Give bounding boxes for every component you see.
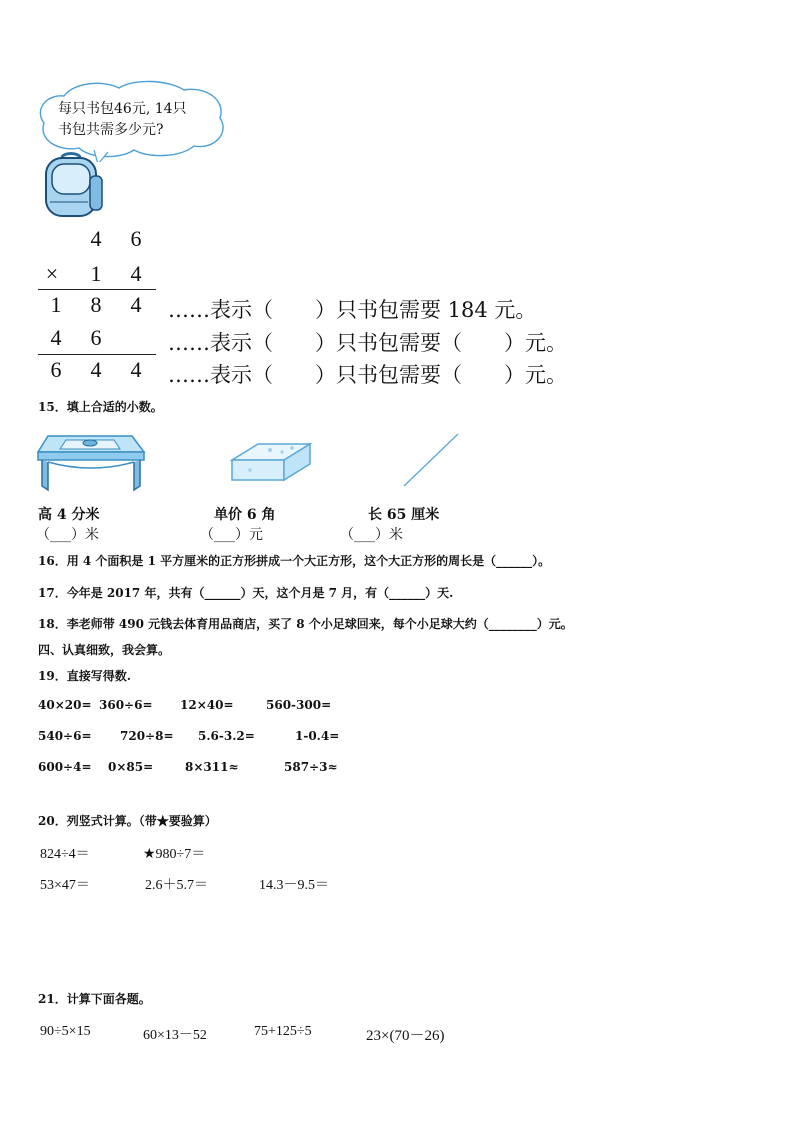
backpack-icon (40, 150, 106, 224)
q15-item-3-label: 长 65 厘米 (368, 507, 440, 523)
section-4-heading: 四、认真细致，我会算。 (38, 643, 171, 657)
q15-item-1-label: 高 4 分米 (38, 507, 100, 523)
row1-digit-hundreds: 1 (50, 292, 62, 317)
q21-item-1: 90÷5×15 (40, 1024, 91, 1039)
row2-digit-tens: 6 (90, 325, 102, 350)
q19-r1-c1: 40×20= (38, 698, 92, 712)
row1-digit-tens: 8 (90, 292, 102, 317)
top-digit-ones: 6 (130, 226, 142, 251)
q19-r2-c3: 5.6-3.2= (198, 729, 255, 743)
divider-line-2 (38, 354, 156, 355)
q19-r3-c1: 600÷4= (38, 760, 92, 774)
note-row-2: ……表示（ ）只书包需要（ ）元。 (168, 331, 567, 355)
eraser-icon (230, 438, 314, 488)
second-digit-tens: 1 (90, 261, 102, 286)
q15-item-2-label: 单价 6 角 (214, 507, 276, 523)
q19-r1-c4: 560-300= (266, 698, 332, 712)
row3-digit-ones: 4 (130, 357, 142, 382)
row2-digit-hundreds: 4 (50, 325, 62, 350)
row3-digit-hundreds: 6 (50, 357, 62, 382)
q19-r2-c1: 540÷6= (38, 729, 92, 743)
bubble-line-2: 书包共需多少元? (58, 122, 164, 138)
note-row-1: ……表示（ ）只书包需要 184 元。 (168, 298, 537, 322)
q19-r3-c3: 8×311≈ (185, 760, 239, 774)
q19-r2-c2: 720÷8= (120, 729, 174, 743)
q16-text: 16．用 4 个面积是 1 平方厘米的正方形拼成一个大正方形，这个大正方形的周长是（______）。 (38, 554, 551, 568)
q18-text: 18．李老师带 490 元钱去体育用品商店，买了 8 个小足球回来，每个小足球大约（________）元。 (38, 617, 573, 631)
q19-r1-c3: 12×40= (180, 698, 234, 712)
q21-item-3: 75+125÷5 (254, 1024, 312, 1039)
q20-title: 20．列竖式计算。（带★要验算） (38, 814, 217, 828)
q19-r1-c2: 360÷6= (99, 698, 153, 712)
q15-title: 15．填上合适的小数。 (38, 400, 163, 414)
q20-r2-c2: 2.6＋5.7＝ (145, 878, 208, 893)
q17-text: 17．今年是 2017 年，共有（______）天，这个月是 7 月，有（______）天. (38, 586, 454, 600)
line-segment-icon (400, 432, 462, 492)
q19-title: 19．直接写得数. (38, 669, 131, 683)
q19-r3-c4: 587÷3≈ (284, 760, 338, 774)
q19-r3-c2: 0×85= (108, 760, 154, 774)
divider-line-1 (38, 289, 156, 290)
table-icon (36, 430, 146, 500)
row3-digit-tens: 4 (90, 357, 102, 382)
q15-item-2-answer: （___）元 (200, 527, 263, 543)
note-row-3: ……表示（ ）只书包需要（ ）元。 (168, 363, 567, 387)
top-digit-tens: 4 (90, 226, 102, 251)
q21-item-2: 60×13－52 (143, 1028, 207, 1043)
q20-r2-c1: 53×47＝ (40, 878, 90, 893)
multiply-sign: × (45, 261, 59, 286)
q20-r2-c3: 14.3－9.5＝ (259, 878, 329, 893)
q19-r2-c4: 1-0.4= (295, 729, 340, 743)
second-digit-ones: 4 (130, 261, 142, 286)
row1-digit-ones: 4 (130, 292, 142, 317)
q20-r1-c1: 824÷4＝ (40, 847, 90, 862)
q21-item-4: 23×(70－26) (366, 1028, 445, 1044)
bubble-line-1: 每只书包46元, 14只 (58, 101, 187, 117)
q20-r1-c2: ★980÷7＝ (143, 847, 206, 862)
q21-title: 21．计算下面各题。 (38, 992, 151, 1006)
q15-item-3-answer: （___）米 (340, 527, 403, 543)
q15-item-1-answer: （___）米 (36, 527, 99, 543)
